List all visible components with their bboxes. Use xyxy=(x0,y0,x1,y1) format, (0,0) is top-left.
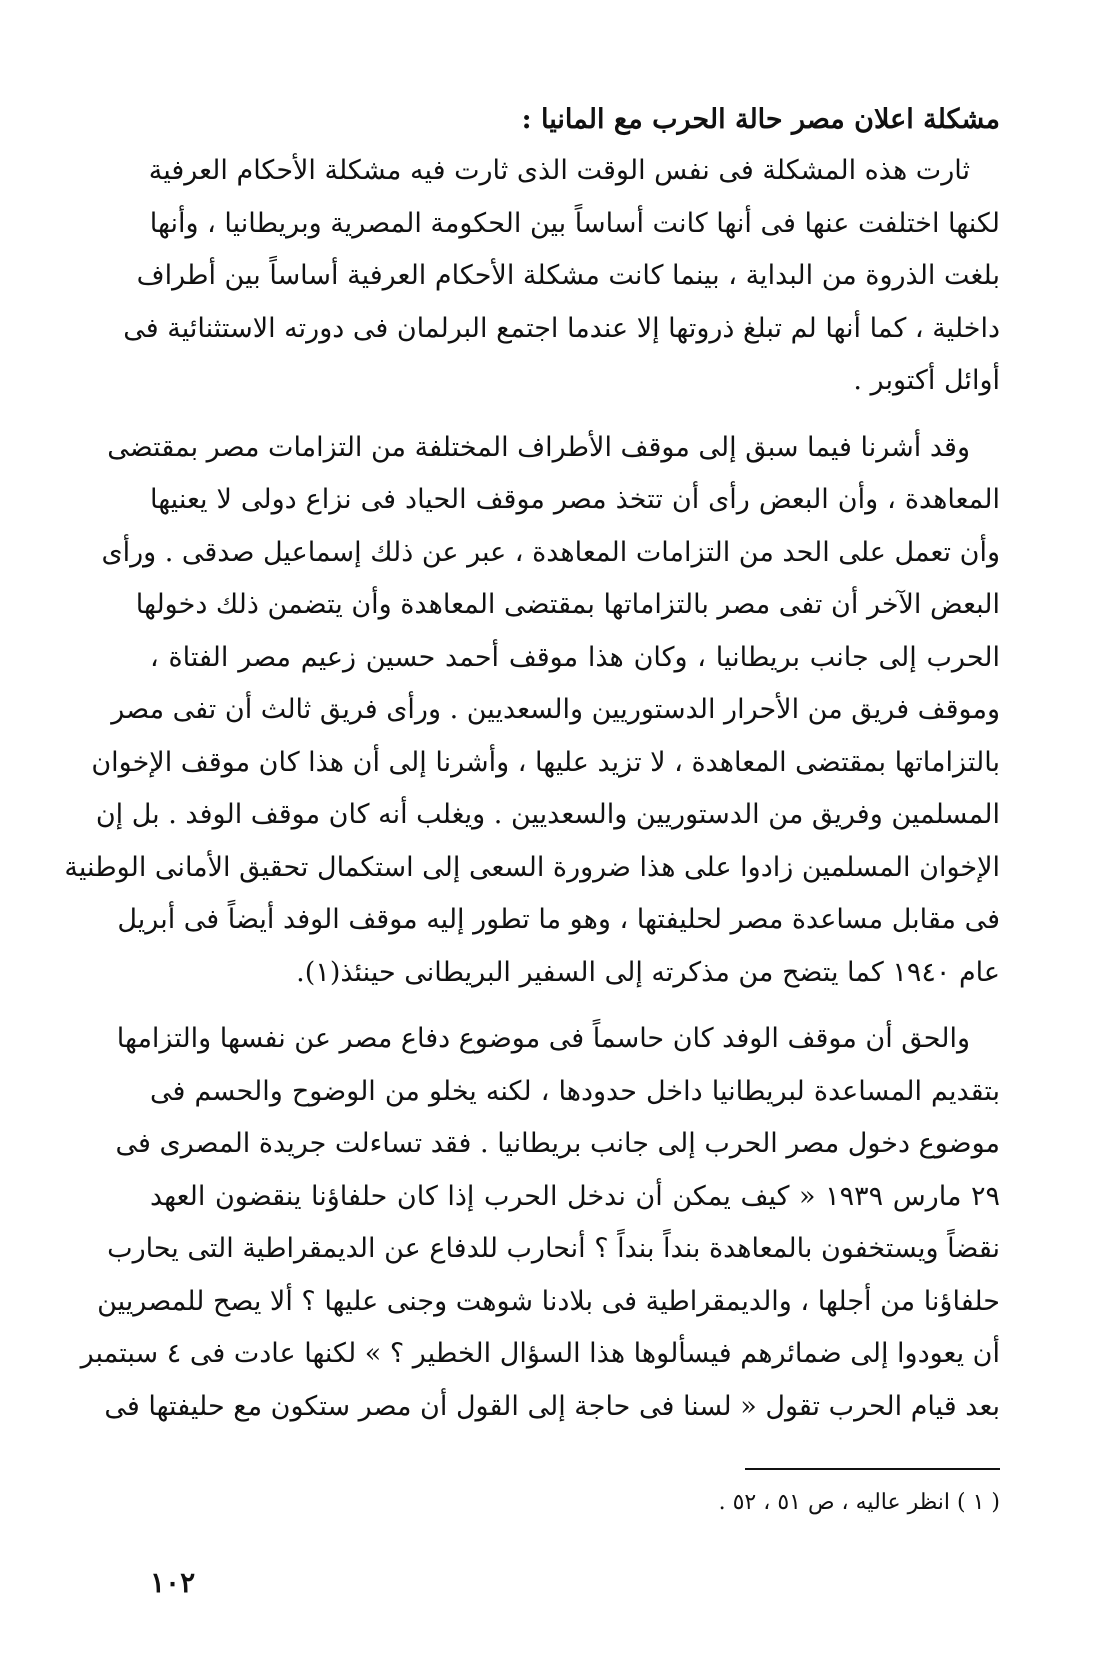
paragraph-line: المعاهدة ، وأن البعض رأى أن تتخذ مصر موقف الحياد فى نزاع دولى لا يعنيها xyxy=(150,484,1000,515)
paragraph-line: بلغت الذروة من البداية ، بينما كانت مشكلة الأحكام العرفية أساساً بين أطراف xyxy=(136,260,1000,291)
paragraph-line: وقد أشرنا فيما سبق إلى موقف الأطراف المختلفة من التزامات مصر بمقتضى xyxy=(107,431,970,463)
paragraph-line: وموقف فريق من الأحرار الدستوريين والسعديين . ورأى فريق ثالث أن تفى مصر xyxy=(111,694,1000,725)
paragraph-line: والحق أن موقف الوفد كان حاسماً فى موضوع دفاع مصر عن نفسها والتزامها xyxy=(116,1023,970,1054)
paragraph-1 xyxy=(123,145,1000,408)
paragraph-line: بالتزاماتها بمقتضى المعاهدة ، لا تزيد عليها ، وأشرنا إلى أن هذا كان موقف الإخوان xyxy=(91,746,1000,778)
paragraph-2 xyxy=(64,422,1000,1000)
paragraph-line: بعد قيام الحرب تقول « لسنا فى حاجة إلى القول أن مصر ستكون مع حليفتها فى xyxy=(104,1390,1000,1422)
paragraph-line: حلفاؤنا من أجلها ، والديمقراطية فى بلادنا شوهت وجنى عليها ؟ ألا يصح للمصريين xyxy=(97,1285,1000,1317)
paragraph-line: موضوع دخول مصر الحرب إلى جانب بريطانيا . فقد تساءلت جريدة المصرى فى xyxy=(115,1128,1000,1159)
page-number: ١٠٢ xyxy=(150,1566,196,1599)
page-body xyxy=(64,95,1000,1447)
paragraph-line: داخلية ، كما أنها لم تبلغ ذروتها إلا عندما اجتمع البرلمان فى دورته الاستثنائية فى xyxy=(123,312,1000,344)
paragraph-line: لكنها اختلفت عنها فى أنها كانت أساساً بين الحكومة المصرية وبريطانيا ، وأنها xyxy=(149,207,1000,239)
paragraph-line: وأن تعمل على الحد من التزامات المعاهدة ، عبر عن ذلك إسماعيل صدقى . ورأى xyxy=(101,536,1000,568)
paragraph-line: ٢٩ مارس ١٩٣٩ « كيف يمكن أن ندخل الحرب إذا كان حلفاؤنا ينقضون العهد xyxy=(150,1180,1000,1212)
paragraph-line: بتقديم المساعدة لبريطانيا داخل حدودها ، لكنه يخلو من الوضوح والحسم فى xyxy=(150,1075,1000,1107)
paragraph-3 xyxy=(80,1013,1000,1433)
paragraph-line: الإخوان المسلمين زادوا على هذا ضرورة السعى إلى استكمال تحقيق الأمانى الوطنية xyxy=(64,851,1000,883)
footnote: ( ١ ) انظر عاليه ، ص ٥١ ، ٥٢ . xyxy=(718,1490,1000,1515)
section-heading: مشكلة اعلان مصر حالة الحرب مع المانيا : xyxy=(521,104,1000,135)
footnote-divider xyxy=(745,1468,1000,1470)
paragraph-line: الحرب إلى جانب بريطانيا ، وكان هذا موقف أحمد حسين زعيم مصر الفتاة ، xyxy=(150,641,1000,673)
paragraph-line: فى مقابل مساعدة مصر لحليفتها ، وهو ما تطور إليه موقف الوفد أيضاً فى أبريل xyxy=(117,904,1000,935)
paragraph-line: ثارت هذه المشكلة فى نفس الوقت الذى ثارت فيه مشكلة الأحكام العرفية xyxy=(148,155,970,186)
paragraph-line: نقضاً ويستخفون بالمعاهدة بنداً بنداً ؟ أنحارب للدفاع عن الديمقراطية التى يحارب xyxy=(107,1233,1000,1264)
paragraph-line: أن يعودوا إلى ضمائرهم فيسألوها هذا السؤال الخطير ؟ » لكنها عادت فى ٤ سبتمبر xyxy=(80,1338,1000,1369)
paragraph-line: البعض الآخر أن تفى مصر بالتزاماتها بمقتضى المعاهدة وأن يتضمن ذلك دخولها xyxy=(135,589,1000,620)
paragraph-line: أوائل أكتوبر . xyxy=(853,365,1000,396)
paragraph-line: عام ١٩٤٠ كما يتضح من مذكرته إلى السفير البريطانى حينئذ(١). xyxy=(296,956,1000,988)
paragraph-line: المسلمين وفريق من الدستوريين والسعديين . ويغلب أنه كان موقف الوفد . بل إن xyxy=(95,799,1000,830)
